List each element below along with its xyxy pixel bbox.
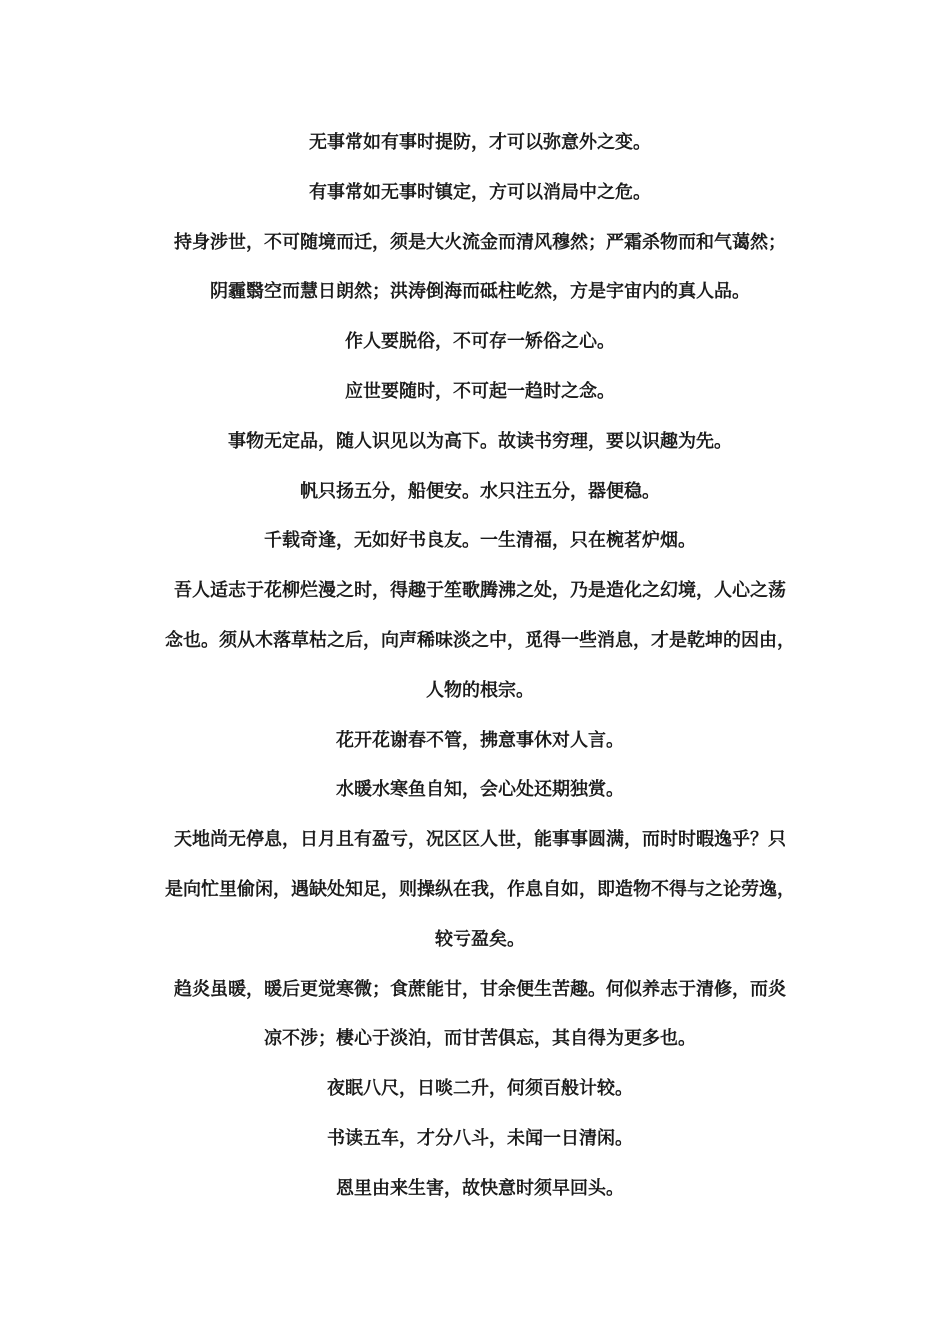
text-line-21: 书读五车，才分八斗，未闻一日清闲。	[327, 1127, 633, 1149]
text-line-6: 应世要随时，不可起一趋时之念。	[345, 380, 615, 402]
text-line-19: 凉不涉；棲心于淡泊，而甘苦俱忘，其自得为更多也。	[264, 1028, 696, 1050]
text-line-18: 趋炎虽暖，暖后更觉寒微；食蔗能甘，甘余便生苦趣。何似养志于清修，而炎	[174, 978, 786, 1000]
text-line-10: 吾人适志于花柳烂漫之时，得趣于笙歌腾沸之处，乃是造化之幻境，人心之荡	[174, 580, 786, 602]
text-line-4: 阴霾翳空而慧日朗然；洪涛倒海而砥柱屹然，方是宇宙内的真人品。	[210, 281, 750, 303]
text-line-5: 作人要脱俗，不可存一矫俗之心。	[345, 331, 615, 353]
text-line-3: 持身涉世，不可随境而迁，须是大火流金而清风穆然；严霜杀物而和气蔼然；	[174, 231, 786, 253]
text-line-20: 夜眠八尺，日啖二升，何须百般计较。	[327, 1078, 633, 1100]
text-line-17: 较亏盈矣。	[435, 928, 525, 950]
text-line-15: 天地尚无停息，日月且有盈亏，况区区人世，能事事圆满，而时时暇逸乎？只	[174, 829, 786, 851]
text-line-8: 帆只扬五分，船便安。水只注五分，器便稳。	[300, 480, 660, 502]
text-line-13: 花开花谢春不管，拂意事休对人言。	[336, 729, 624, 751]
text-line-16: 是向忙里偷闲，遇缺处知足，则操纵在我，作息自如，即造物不得与之论劳逸，	[165, 878, 795, 900]
text-line-14: 水暖水寒鱼自知，会心处还期独赏。	[336, 779, 624, 801]
document-body	[140, 118, 820, 1214]
text-line-12: 人物的根宗。	[426, 679, 534, 701]
text-line-11: 念也。须从木落草枯之后，向声稀味淡之中，觅得一些消息，才是乾坤的因由，	[165, 629, 795, 651]
text-line-22: 恩里由来生害，故快意时须早回头。	[336, 1177, 624, 1199]
text-line-7: 事物无定品，随人识见以为高下。故读书穷理，要以识趣为先。	[228, 430, 732, 452]
text-line-2: 有事常如无事时镇定，方可以消局中之危。	[309, 181, 651, 203]
text-line-9: 千载奇逢，无如好书良友。一生清福，只在椀茗炉烟。	[264, 530, 696, 552]
text-line-1: 无事常如有事时提防，才可以弥意外之变。	[309, 132, 651, 153]
